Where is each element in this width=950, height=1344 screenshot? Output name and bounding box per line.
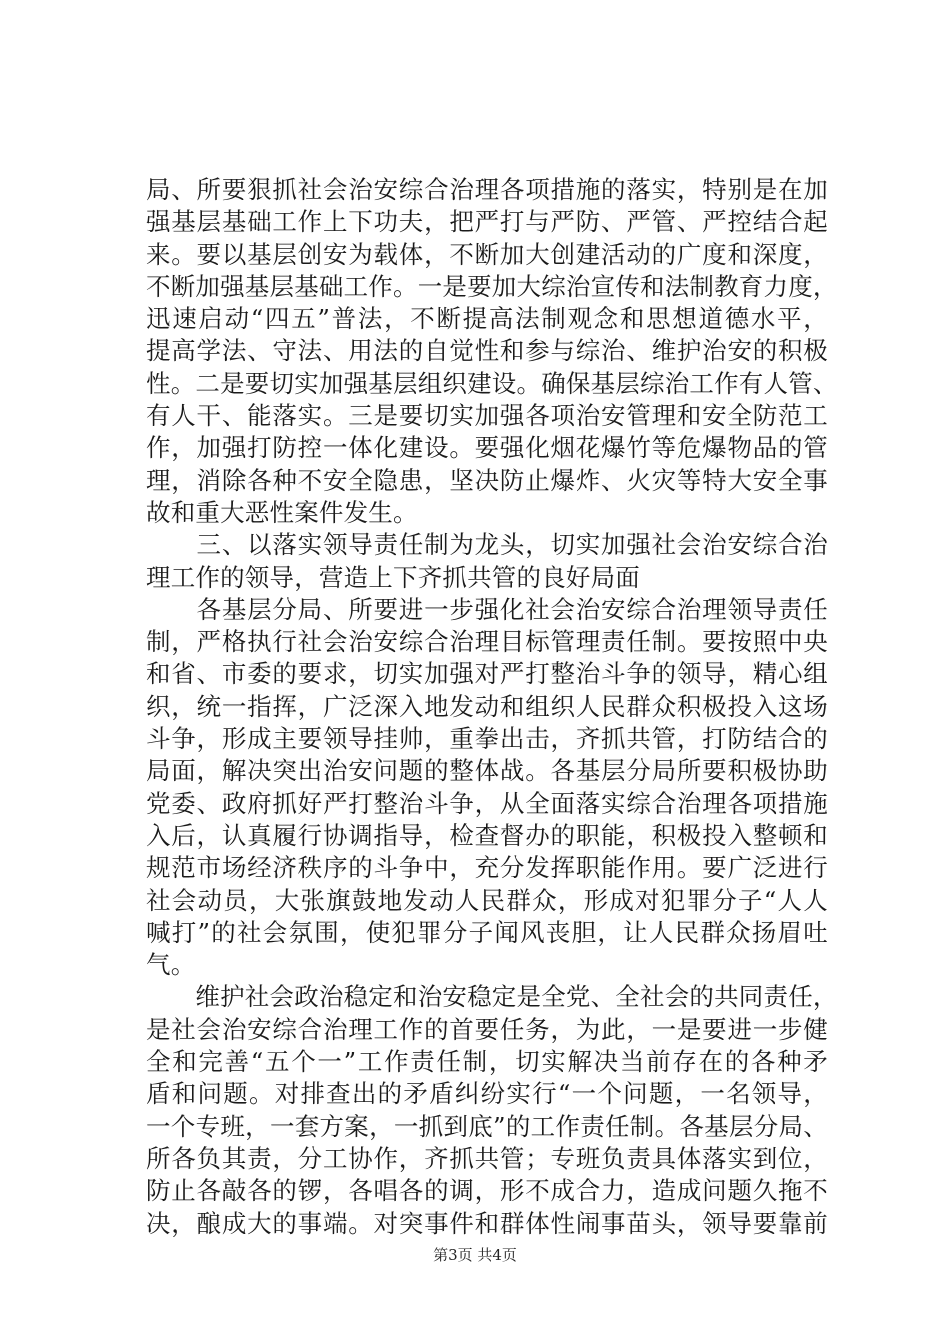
text-line: 和省、市委的要求，切实加强对严打整治斗争的领导，精心组 [146,659,828,689]
text-line: 故和重大恶性案件发生。 [146,497,418,527]
text-line: 决，酿成大的事端。对突事件和群体性闹事苗头，领导要靠前 [146,1208,828,1238]
text-line: 维护社会政治稳定和治安稳定是全党、全社会的共同责任， [146,982,838,1012]
text-line: 规范市场经济秩序的斗争中，充分发挥职能作用。要广泛进行 [146,853,828,883]
text-line: 入后，认真履行协调指导，检查督办的职能，积极投入整顿和 [146,820,828,850]
text-line: 一个专班，一套方案，一抓到底”的工作责任制。各基层分局、 [146,1111,828,1141]
text-line: 作，加强打防控一体化建设。要强化烟花爆竹等危爆物品的管 [146,433,828,463]
text-line: 各基层分局、所要进一步强化社会治安综合治理领导责任 [146,594,828,624]
document-body [146,174,838,1240]
text-line: 迅速启动“四五”普法，不断提高法制观念和思想道德水平， [146,304,828,334]
text-line: 理，消除各种不安全隐患，坚决防止爆炸、火灾等特大安全事 [146,465,828,495]
text-line: 斗争，形成主要领导挂帅，重拳出击，齐抓共管，打防结合的 [146,724,828,754]
text-line: 有人干、能落实。三是要切实加强各项治安管理和安全防范工 [146,401,828,431]
text-line: 党委、政府抓好严打整治斗争，从全面落实综合治理各项措施 [146,788,828,818]
text-line: 提高学法、守法、用法的自觉性和参与综治、维护治安的积极 [146,336,828,366]
text-line: 制，严格执行社会治安综合治理目标管理责任制。要按照中央 [146,627,828,657]
text-line: 局、所要狠抓社会治安综合治理各项措施的落实，特别是在加 [146,175,828,204]
text-line: 气。 [146,950,196,980]
text-line: 不断加强基层基础工作。一是要加大综治宣传和法制教育力度， [146,271,838,301]
text-line: 来。要以基层创安为载体，不断加大创建活动的广度和深度， [146,239,828,269]
page-footer: 第3页 共4页 [433,1246,517,1264]
text-line: 喊打”的社会氛围，使犯罪分子闻风丧胆，让人民群众扬眉吐 [146,917,828,947]
text-line: 理工作的领导，营造上下齐抓共管的良好局面 [146,562,640,592]
text-line: 织，统一指挥，广泛深入地发动和组织人民群众积极投入这场 [146,691,828,721]
text-line: 是社会治安综合治理工作的首要任务，为此，一是要进一步健 [146,1014,828,1044]
text-line: 社会动员，大张旗鼓地发动人民群众，形成对犯罪分子“人人 [146,885,828,915]
text-line: 防止各敲各的锣，各唱各的调，形不成合力，造成问题久拖不 [146,1176,828,1206]
text-line: 三、以落实领导责任制为龙头，切实加强社会治安综合治 [146,530,828,560]
text-line: 全和完善“五个一”工作责任制，切实解决当前存在的各种矛 [146,1047,828,1077]
text-line: 局面，解决突出治安问题的整体战。各基层分局所要积极协助 [146,756,828,786]
text-line: 所各负其责，分工协作，齐抓共管；专班负责具体落实到位， [146,1143,828,1173]
text-line: 强基层基础工作上下功夫，把严打与严防、严管、严控结合起 [146,207,828,237]
text-line: 盾和问题。对排查出的矛盾纠纷实行“一个问题，一名领导， [146,1079,828,1109]
text-line: 性。二是要切实加强基层组织建设。确保基层综治工作有人管、 [146,368,838,398]
